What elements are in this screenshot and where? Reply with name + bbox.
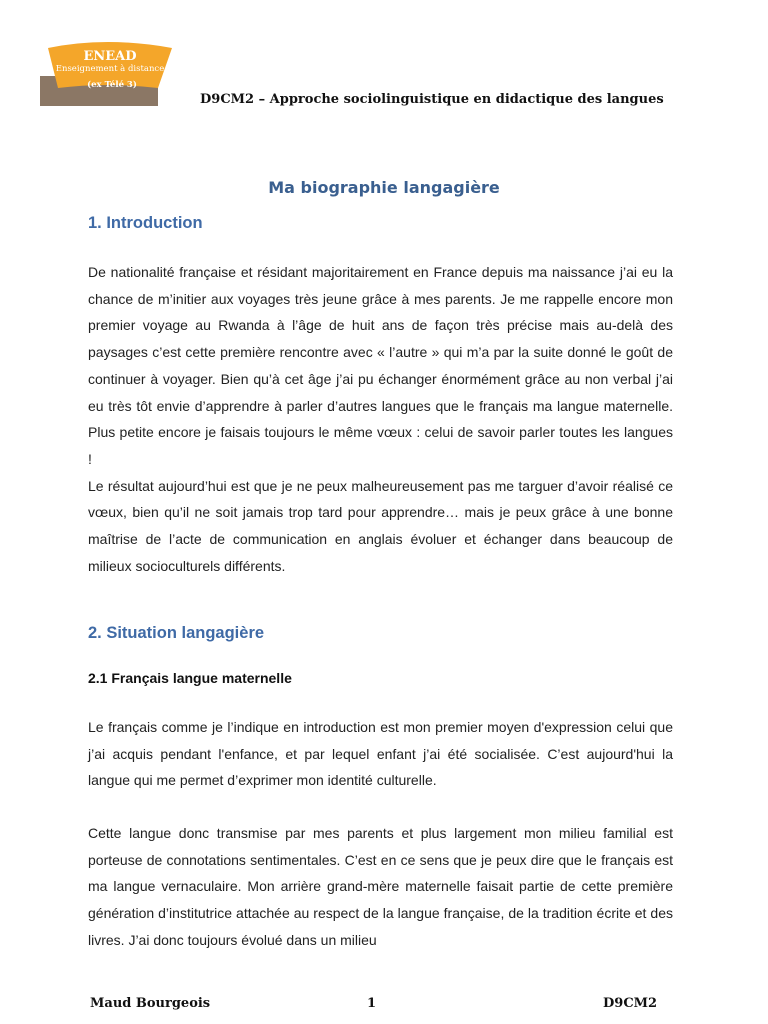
footer-author: Maud Bourgeois — [90, 996, 211, 1011]
paragraph: Cette langue donc transmise par mes parents et plus largement mon milieu familial est porteuse de connotations sentimentales. C’est en ce sens que je peux dire que le français est ma langue vernaculaire. Mon arrière grand-mère maternelle faisait partie de cette première génération d’institutrice attachée au respect de la langue française, de la tradition écrite et des livres. J’ai donc toujours évolué dans un milieu — [88, 825, 673, 948]
subsection-heading-francais: 2.1 Français langue maternelle — [88, 670, 292, 686]
section-heading-situation: 2. Situation langagière — [88, 624, 265, 642]
course-header: D9CM2 – Approche sociolinguistique en didactique des langues — [200, 92, 664, 107]
footer-page-number: 1 — [367, 996, 377, 1011]
logo-title: ENEAD — [83, 49, 137, 64]
introduction-text — [88, 259, 673, 579]
enead-logo — [40, 40, 174, 106]
paragraph: Le français comme je l’indique en introduction est mon premier moyen d'expression celui que j’ai acquis pendant l'enfance, et par lequel enfant j’ai été socialisée. C’est aujourd'hui la langue qui me permet d’exprimer mon identité culturelle. — [88, 719, 673, 789]
footer-code: D9CM2 — [603, 996, 658, 1011]
document-title: Ma biographie langagière — [268, 178, 500, 197]
section-heading-introduction: 1. Introduction — [88, 214, 203, 232]
logo-note: (ex Télé 3) — [87, 80, 137, 90]
paragraph: Le résultat aujourd’hui est que je ne peux malheureusement pas me targuer d’avoir réalisé ce vœux, bien qu’il ne soit jamais trop tard pour apprendre… mais je peux grâce à une bonne maîtrise de l’acte de communication en anglais évoluer et échanger dans beaucoup de milieux socioculturels différents. — [88, 477, 673, 574]
logo-subtitle: Enseignement à distance — [55, 64, 165, 74]
paragraph: De nationalité française et résidant majoritairement en France depuis ma naissance j’ai eu la chance de m’initier aux voyages très jeune grâce à mes parents. Je me rappelle encore mon premier voyage au Rwanda à l’âge de huit ans de façon très précise mais au-delà des paysages c’est cette première rencontre avec « l’autre » qui m’a par la suite donné le goût de continuer à voyager. Bien qu’à cet âge j’ai pu échanger énormément grâce au non verbal j’ai eu très tôt envie d’apprendre à parler d’autres langues que le français ma langue maternelle. Plus petite encore je faisais toujours le même vœux : celui de savoir parler toutes les langues ! — [88, 264, 673, 467]
